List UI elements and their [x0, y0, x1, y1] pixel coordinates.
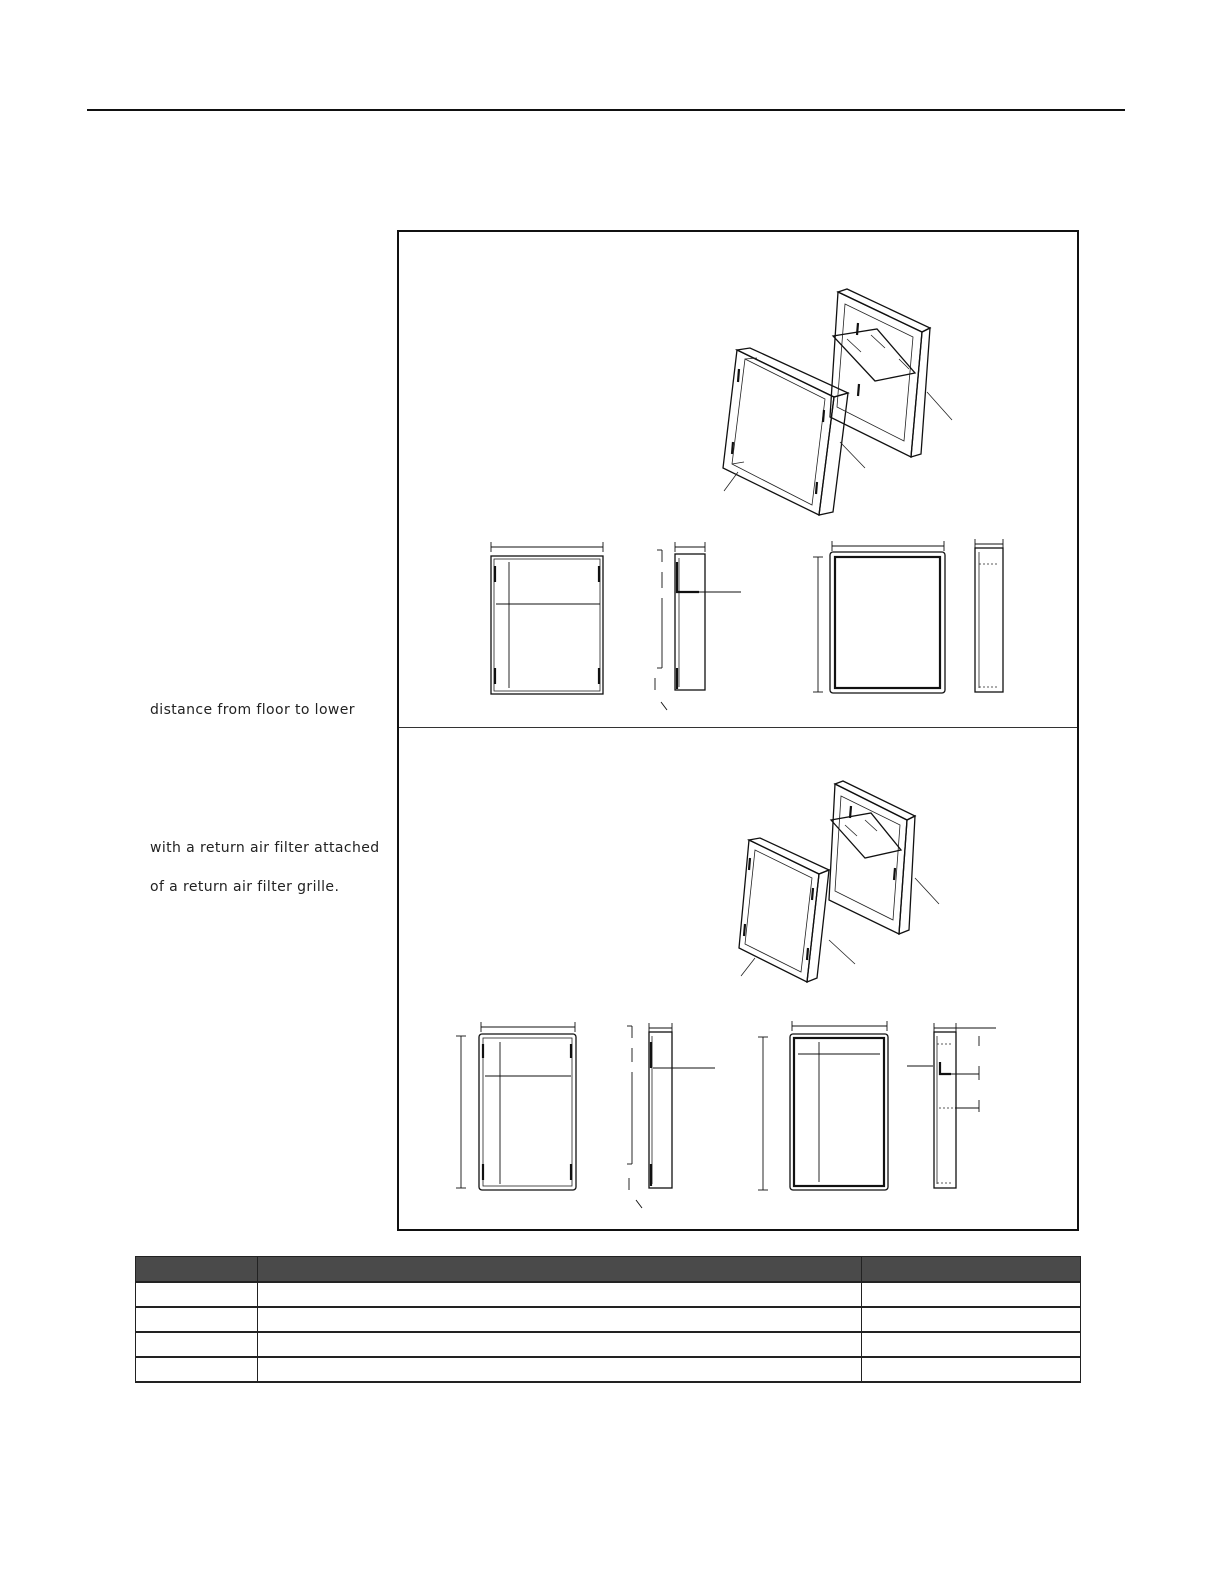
- iso-frame-top: [830, 289, 952, 457]
- side-note-filter-attached: with a return air filter attached: [150, 840, 380, 856]
- table-row: [136, 1332, 1081, 1357]
- side-note-filter-grille: of a return air filter grille.: [150, 879, 340, 895]
- table-cell: [136, 1282, 258, 1307]
- iso-frame-bottom: [829, 781, 939, 934]
- side-view-top: [655, 542, 741, 710]
- drawing-top: [399, 232, 1081, 727]
- table-cell: [862, 1332, 1081, 1357]
- front-view-top: [491, 542, 603, 694]
- table-cell: [258, 1357, 862, 1382]
- front-view-bottom: [456, 1022, 576, 1190]
- drawing-bottom: [399, 728, 1081, 1233]
- table-header-row: [136, 1257, 1081, 1283]
- table-cell: [862, 1357, 1081, 1382]
- table-cell: [258, 1282, 862, 1307]
- spec-table: [135, 1256, 1081, 1383]
- grille-side-view-bottom: [934, 1023, 996, 1188]
- table-cell: [862, 1307, 1081, 1332]
- grille-front-view-bottom: [758, 1021, 933, 1190]
- table-header-cell: [862, 1257, 1081, 1283]
- iso-box-top: [723, 348, 865, 515]
- table-row: [136, 1282, 1081, 1307]
- table-cell: [258, 1332, 862, 1357]
- table-row: [136, 1307, 1081, 1332]
- figure-frame: [397, 230, 1079, 1231]
- table-cell: [136, 1357, 258, 1382]
- side-note-floor-distance: distance from floor to lower: [150, 702, 355, 718]
- grille-front-view-top: [813, 541, 945, 693]
- table-cell: [136, 1307, 258, 1332]
- table-header-cell: [258, 1257, 862, 1283]
- side-view-bottom: [627, 1023, 715, 1208]
- table-row: [136, 1357, 1081, 1382]
- table-cell: [136, 1332, 258, 1357]
- grille-side-view-top: [975, 539, 1003, 692]
- table-cell: [862, 1282, 1081, 1307]
- header-rule: [87, 109, 1125, 111]
- iso-box-bottom: [739, 838, 855, 982]
- table-header-cell: [136, 1257, 258, 1283]
- table-cell: [258, 1307, 862, 1332]
